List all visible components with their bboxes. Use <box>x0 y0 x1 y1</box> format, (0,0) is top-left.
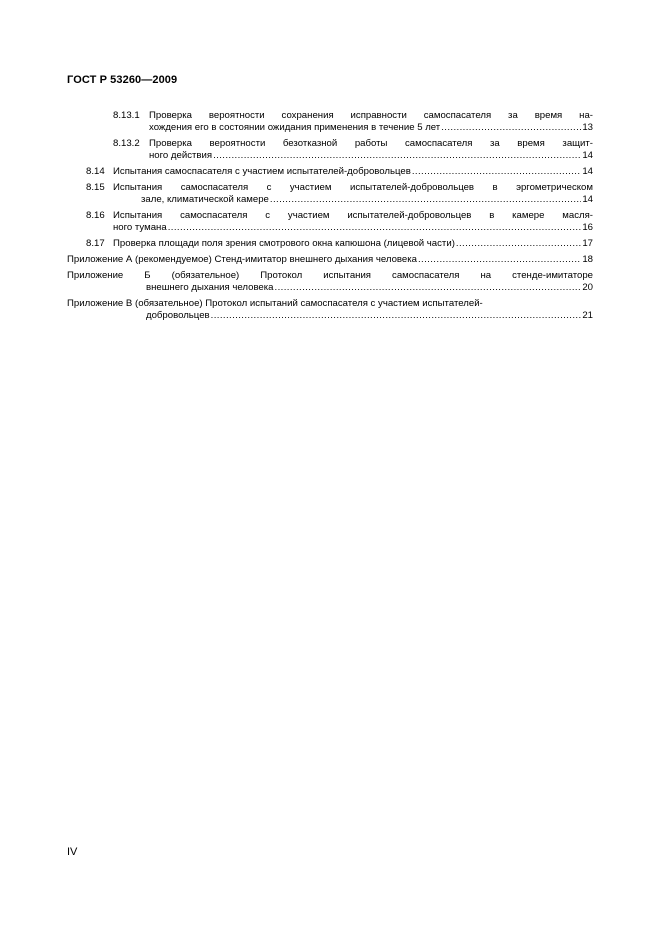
toc-entry-appendix-b[interactable] <box>67 270 593 294</box>
toc-leader-dots <box>418 254 581 266</box>
toc-entry-page: 13 <box>582 122 593 133</box>
toc-entry-number: 8.17 <box>86 238 105 249</box>
toc-entry-8-15[interactable] <box>67 182 593 206</box>
toc-entry-title-line2: ного действия <box>149 150 213 161</box>
toc-entry-appendix-v[interactable] <box>67 298 593 322</box>
toc-entry-title: Проверка площади поля зрения смотрового окна капюшона (лицевой части) <box>113 238 455 249</box>
toc-entry-number: 8.16 <box>86 210 105 221</box>
toc-leader-dots <box>456 238 581 250</box>
toc-entry-number: 8.13.1 <box>113 110 140 121</box>
toc-entry-8-16[interactable] <box>67 210 593 234</box>
toc-leader-dots <box>270 194 581 206</box>
toc-leader-dots <box>275 282 582 294</box>
toc-entry-title: Испытания самоспасателя с участием испытателей-добровольцев <box>113 166 411 177</box>
toc-leader-dots <box>441 122 581 134</box>
toc-entry-title-line2: зале, климатической камере <box>141 194 269 205</box>
toc-entry-number: 8.14 <box>86 166 105 177</box>
toc-entry-title-line1: Приложение Б (обязательное) Протокол испытания самоспасателя на стенде-имитаторе <box>67 270 593 281</box>
toc-leader-dots <box>168 222 582 234</box>
toc-entry-appendix-a[interactable] <box>67 254 593 266</box>
document-header: ГОСТ Р 53260—2009 <box>67 74 178 86</box>
toc-entry-title-line1: Проверка вероятности сохранения исправности самоспасателя за время на- <box>149 110 593 121</box>
toc-entry-page: 20 <box>582 282 593 293</box>
toc-entry-title-line2: хождения его в состоянии ожидания применения в течение 5 лет <box>149 122 441 133</box>
toc-entry-number: 8.15 <box>86 182 105 193</box>
toc-leader-dots <box>412 166 582 178</box>
toc-entry-page: 14 <box>582 194 593 205</box>
toc-entry-title-line2: внешнего дыхания человека <box>146 282 274 293</box>
toc-entry-title-line1: Проверка вероятности безотказной работы самоспасателя за время защит- <box>149 138 593 149</box>
toc-entry-page: 14 <box>582 166 593 177</box>
toc-entry-title-line1: Испытания самоспасателя с участием испытателей-добровольцев в камере масля- <box>113 210 593 221</box>
toc-entry-page: 21 <box>582 310 593 321</box>
toc-entry-page: 14 <box>582 150 593 161</box>
toc-leader-dots <box>211 310 582 322</box>
toc-entry-8-13-2[interactable] <box>67 138 593 162</box>
toc-entry-page: 17 <box>582 238 593 249</box>
toc-entry-page: 18 <box>582 254 593 265</box>
toc-entry-page: 16 <box>582 222 593 233</box>
toc-entry-8-13-1[interactable] <box>67 110 593 134</box>
toc-entry-8-14[interactable] <box>67 166 593 178</box>
toc-entry-title-line1: Приложение В (обязательное) Протокол испытаний самоспасателя с участием испытателей- <box>67 298 483 309</box>
toc-entry-title-line2: ного тумана <box>113 222 167 233</box>
toc-entry-number: 8.13.2 <box>113 138 140 149</box>
toc-entry-8-17[interactable] <box>67 238 593 250</box>
toc-leader-dots <box>213 150 581 162</box>
table-of-contents <box>67 110 593 326</box>
toc-entry-title: Приложение А (рекомендуемое) Стенд-имитатор внешнего дыхания человека <box>67 254 417 265</box>
toc-entry-title-line1: Испытания самоспасателя с участием испытателей-добровольцев в эргометрическом <box>113 182 593 193</box>
toc-entry-title-line2: добровольцев <box>146 310 210 321</box>
page-number: IV <box>67 846 78 858</box>
